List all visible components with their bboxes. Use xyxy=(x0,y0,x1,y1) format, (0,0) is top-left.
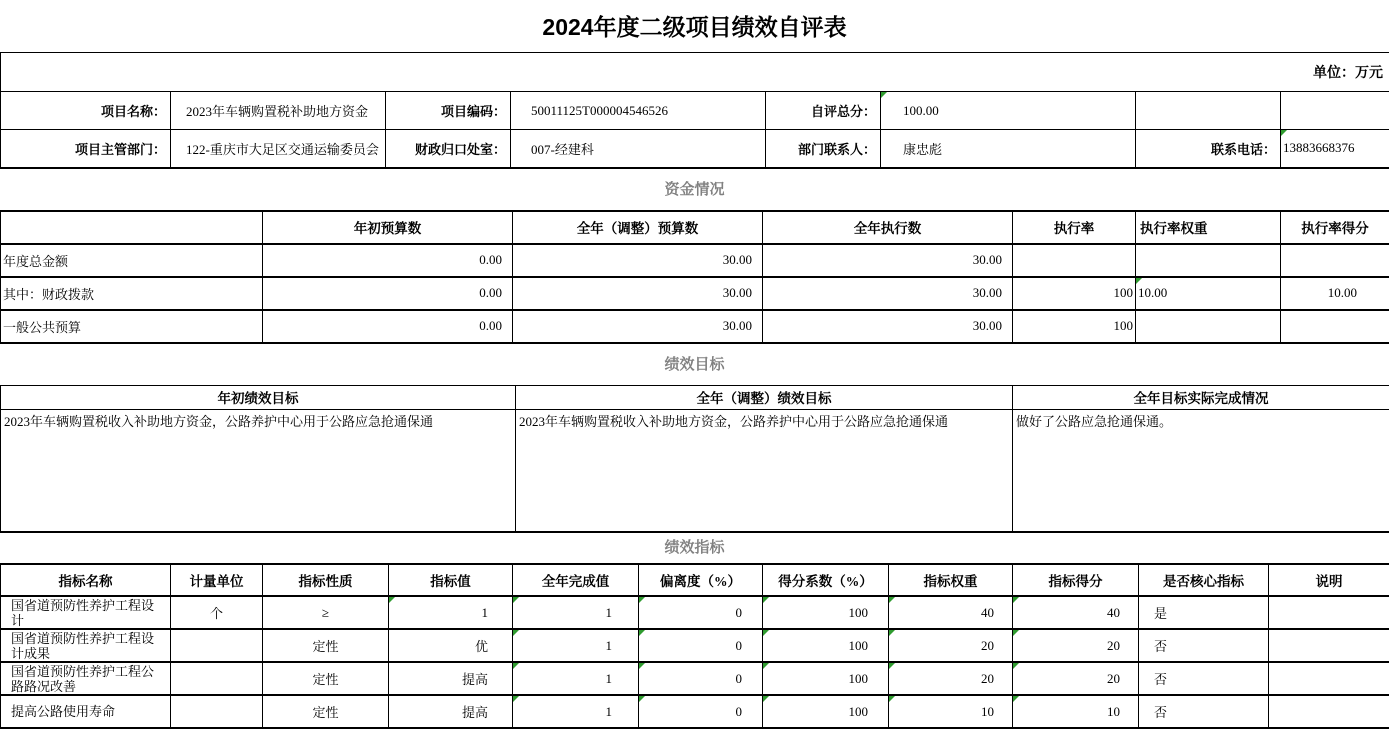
core-indicator-cell: 否 xyxy=(1139,662,1269,695)
green-corner-marker-icon xyxy=(513,597,519,603)
empty-cell xyxy=(1136,92,1281,130)
report-title: 2024年度二级项目绩效自评表 xyxy=(0,0,1389,52)
unit-note: 单位：万元 xyxy=(1,53,1389,92)
value-cell: 提高 xyxy=(389,662,513,695)
value-cell xyxy=(171,662,263,695)
phone-text: 13883668376 xyxy=(1283,140,1355,155)
green-corner-marker-icon xyxy=(889,696,895,702)
value-cell xyxy=(1136,277,1281,310)
value-cell xyxy=(1013,596,1139,629)
adjusted-goal-cell: 2023年车辆购置税收入补助地方资金，公路养护中心用于公路应急抢通保通 xyxy=(516,409,1013,532)
green-corner-marker-icon xyxy=(1013,696,1019,702)
green-corner-marker-icon xyxy=(513,696,519,702)
cell-text: 100 xyxy=(849,671,869,686)
cell-text: 100 xyxy=(849,638,869,653)
column-header: 计量单位 xyxy=(171,564,263,596)
green-corner-marker-icon xyxy=(1013,597,1019,603)
indicators-table xyxy=(0,563,1389,729)
column-header: 执行率权重 xyxy=(1136,211,1281,244)
self-score-value xyxy=(881,92,1136,130)
green-corner-marker-icon xyxy=(639,630,645,636)
cell-text: 0 xyxy=(736,605,743,620)
self-score-label: 自评总分： xyxy=(766,92,881,130)
column-header: 全年目标实际完成情况 xyxy=(1013,385,1389,409)
empty-cell xyxy=(1281,92,1389,130)
core-indicator-cell: 是 xyxy=(1139,596,1269,629)
value-cell: 30.00 xyxy=(513,310,763,343)
column-header: 年初预算数 xyxy=(263,211,513,244)
cell-text: 100 xyxy=(849,704,869,719)
value-cell: 30.00 xyxy=(763,244,1013,277)
column-header: 全年完成值 xyxy=(513,564,639,596)
column-header: 指标名称 xyxy=(1,564,171,596)
green-corner-marker-icon xyxy=(639,696,645,702)
green-corner-marker-icon xyxy=(639,663,645,669)
table-row xyxy=(1,629,1389,662)
column-header: 执行率得分 xyxy=(1281,211,1389,244)
actual-completion-cell: 做好了公路应急抢通保通。 xyxy=(1013,409,1389,532)
column-header: 全年执行数 xyxy=(763,211,1013,244)
column-header: 全年（调整）绩效目标 xyxy=(516,385,1013,409)
table-row xyxy=(1,92,1389,130)
cell-text: 1 xyxy=(606,605,613,620)
value-cell: 30.00 xyxy=(513,277,763,310)
table-row xyxy=(1,596,1389,629)
value-cell: ≥ xyxy=(263,596,389,629)
project-info-table xyxy=(0,52,1389,169)
table-row xyxy=(1,409,1389,532)
cell-text: 10 xyxy=(981,704,994,719)
contact-value: 康忠彪 xyxy=(881,130,1136,168)
indicator-name-cell: 国省道预防性养护工程设计 xyxy=(1,596,171,629)
cell-text: 1 xyxy=(482,605,489,620)
value-cell: 30.00 xyxy=(763,277,1013,310)
cell-text: 20 xyxy=(1107,671,1120,686)
column-header: 是否核心指标 xyxy=(1139,564,1269,596)
project-code-value: 50011125T000004546526 xyxy=(511,92,766,130)
value-cell: 30.00 xyxy=(513,244,763,277)
note-cell xyxy=(1269,596,1389,629)
indicator-name-cell: 国省道预防性养护工程公路路况改善 xyxy=(1,662,171,695)
cell-text: 0 xyxy=(736,671,743,686)
column-header: 全年（调整）预算数 xyxy=(513,211,763,244)
value-cell xyxy=(639,695,763,728)
value-cell xyxy=(639,662,763,695)
green-corner-marker-icon xyxy=(513,663,519,669)
value-cell: 0.00 xyxy=(263,310,513,343)
indicators-header-row xyxy=(1,564,1389,596)
project-name-value: 2023年车辆购置税补助地方资金 xyxy=(171,92,386,130)
value-cell xyxy=(763,695,889,728)
value-cell: 100 xyxy=(1013,277,1136,310)
value-cell: 0.00 xyxy=(263,244,513,277)
unit-row xyxy=(1,53,1389,92)
funding-table xyxy=(0,210,1389,344)
section-title-indicators: 绩效指标 xyxy=(0,533,1389,563)
column-header: 年初绩效目标 xyxy=(1,385,516,409)
value-cell: 定性 xyxy=(263,629,389,662)
cell-text: 40 xyxy=(1107,605,1120,620)
cell-text: 10 xyxy=(1107,704,1120,719)
cell-text: 1 xyxy=(606,704,613,719)
value-cell: 30.00 xyxy=(763,310,1013,343)
column-header: 偏离度（%） xyxy=(639,564,763,596)
table-row xyxy=(1,277,1389,310)
goals-table xyxy=(0,385,1389,534)
funding-header-row xyxy=(1,211,1389,244)
column-header: 得分系数（%） xyxy=(763,564,889,596)
note-cell xyxy=(1269,695,1389,728)
green-corner-marker-icon xyxy=(881,92,887,98)
value-cell xyxy=(171,629,263,662)
initial-goal-cell: 2023年车辆购置税收入补助地方资金，公路养护中心用于公路应急抢通保通 xyxy=(1,409,516,532)
row-label-cell: 年度总金额 xyxy=(1,244,263,277)
contact-label: 部门联系人： xyxy=(766,130,881,168)
phone-label: 联系电话： xyxy=(1136,130,1281,168)
dept-value: 122-重庆市大足区交通运输委员会 xyxy=(171,130,386,168)
column-header xyxy=(1,211,263,244)
value-cell xyxy=(1013,629,1139,662)
value-cell xyxy=(639,596,763,629)
phone-value xyxy=(1281,130,1389,168)
cell-text: 1 xyxy=(606,638,613,653)
cell-text: 0 xyxy=(736,638,743,653)
value-cell xyxy=(1281,244,1389,277)
green-corner-marker-icon xyxy=(763,630,769,636)
indicator-name-cell: 国省道预防性养护工程设计成果 xyxy=(1,629,171,662)
table-row xyxy=(1,244,1389,277)
value-cell xyxy=(763,629,889,662)
cell-text: 0 xyxy=(736,704,743,719)
value-cell: 100 xyxy=(1013,310,1136,343)
value-cell xyxy=(513,662,639,695)
core-indicator-cell: 否 xyxy=(1139,629,1269,662)
cell-text: 40 xyxy=(981,605,994,620)
value-cell: 0.00 xyxy=(263,277,513,310)
column-header: 指标权重 xyxy=(889,564,1013,596)
value-cell: 优 xyxy=(389,629,513,662)
goals-header-row xyxy=(1,385,1389,409)
green-corner-marker-icon xyxy=(763,696,769,702)
green-corner-marker-icon xyxy=(889,663,895,669)
value-cell xyxy=(1013,695,1139,728)
column-header: 指标得分 xyxy=(1013,564,1139,596)
table-row xyxy=(1,310,1389,343)
project-name-label: 项目名称： xyxy=(1,92,171,130)
column-header: 指标值 xyxy=(389,564,513,596)
green-corner-marker-icon xyxy=(513,630,519,636)
cell-text: 1 xyxy=(606,671,613,686)
value-cell xyxy=(889,662,1013,695)
table-row xyxy=(1,130,1389,168)
value-cell: 提高 xyxy=(389,695,513,728)
column-header: 说明 xyxy=(1269,564,1389,596)
value-cell xyxy=(889,629,1013,662)
value-cell: 定性 xyxy=(263,695,389,728)
value-cell: 10.00 xyxy=(1281,277,1389,310)
green-corner-marker-icon xyxy=(1013,630,1019,636)
green-corner-marker-icon xyxy=(889,630,895,636)
table-row xyxy=(1,662,1389,695)
column-header: 执行率 xyxy=(1013,211,1136,244)
note-cell xyxy=(1269,629,1389,662)
green-corner-marker-icon xyxy=(763,597,769,603)
finance-office-label: 财政归口处室： xyxy=(386,130,511,168)
green-corner-marker-icon xyxy=(639,597,645,603)
cell-text: 100 xyxy=(849,605,869,620)
indicator-name-cell: 提高公路使用寿命 xyxy=(1,695,171,728)
green-corner-marker-icon xyxy=(389,597,395,603)
value-cell xyxy=(1136,244,1281,277)
value-cell xyxy=(763,662,889,695)
green-corner-marker-icon xyxy=(763,663,769,669)
value-cell xyxy=(639,629,763,662)
section-title-goals: 绩效目标 xyxy=(0,344,1389,385)
green-corner-marker-icon xyxy=(1281,130,1287,136)
value-cell xyxy=(889,596,1013,629)
value-cell: 定性 xyxy=(263,662,389,695)
value-cell xyxy=(1013,662,1139,695)
cell-text: 20 xyxy=(1107,638,1120,653)
dept-label: 项目主管部门： xyxy=(1,130,171,168)
self-score-text: 100.00 xyxy=(903,103,939,118)
value-cell xyxy=(513,629,639,662)
value-cell xyxy=(1013,244,1136,277)
rate-weight-text: 10.00 xyxy=(1138,285,1167,300)
row-label-cell: 一般公共预算 xyxy=(1,310,263,343)
row-label-cell: 其中：财政拨款 xyxy=(1,277,263,310)
value-cell xyxy=(171,695,263,728)
column-header: 指标性质 xyxy=(263,564,389,596)
cell-text: 20 xyxy=(981,638,994,653)
green-corner-marker-icon xyxy=(889,597,895,603)
value-cell xyxy=(1136,310,1281,343)
value-cell xyxy=(389,596,513,629)
finance-office-value: 007-经建科 xyxy=(511,130,766,168)
core-indicator-cell: 否 xyxy=(1139,695,1269,728)
value-cell xyxy=(513,695,639,728)
value-cell xyxy=(889,695,1013,728)
value-cell xyxy=(763,596,889,629)
green-corner-marker-icon xyxy=(1136,278,1142,284)
section-title-funding: 资金情况 xyxy=(0,169,1389,210)
green-corner-marker-icon xyxy=(1013,663,1019,669)
note-cell xyxy=(1269,662,1389,695)
value-cell xyxy=(1281,310,1389,343)
project-code-label: 项目编码： xyxy=(386,92,511,130)
cell-text: 20 xyxy=(981,671,994,686)
value-cell xyxy=(513,596,639,629)
value-cell: 个 xyxy=(171,596,263,629)
table-row xyxy=(1,695,1389,728)
